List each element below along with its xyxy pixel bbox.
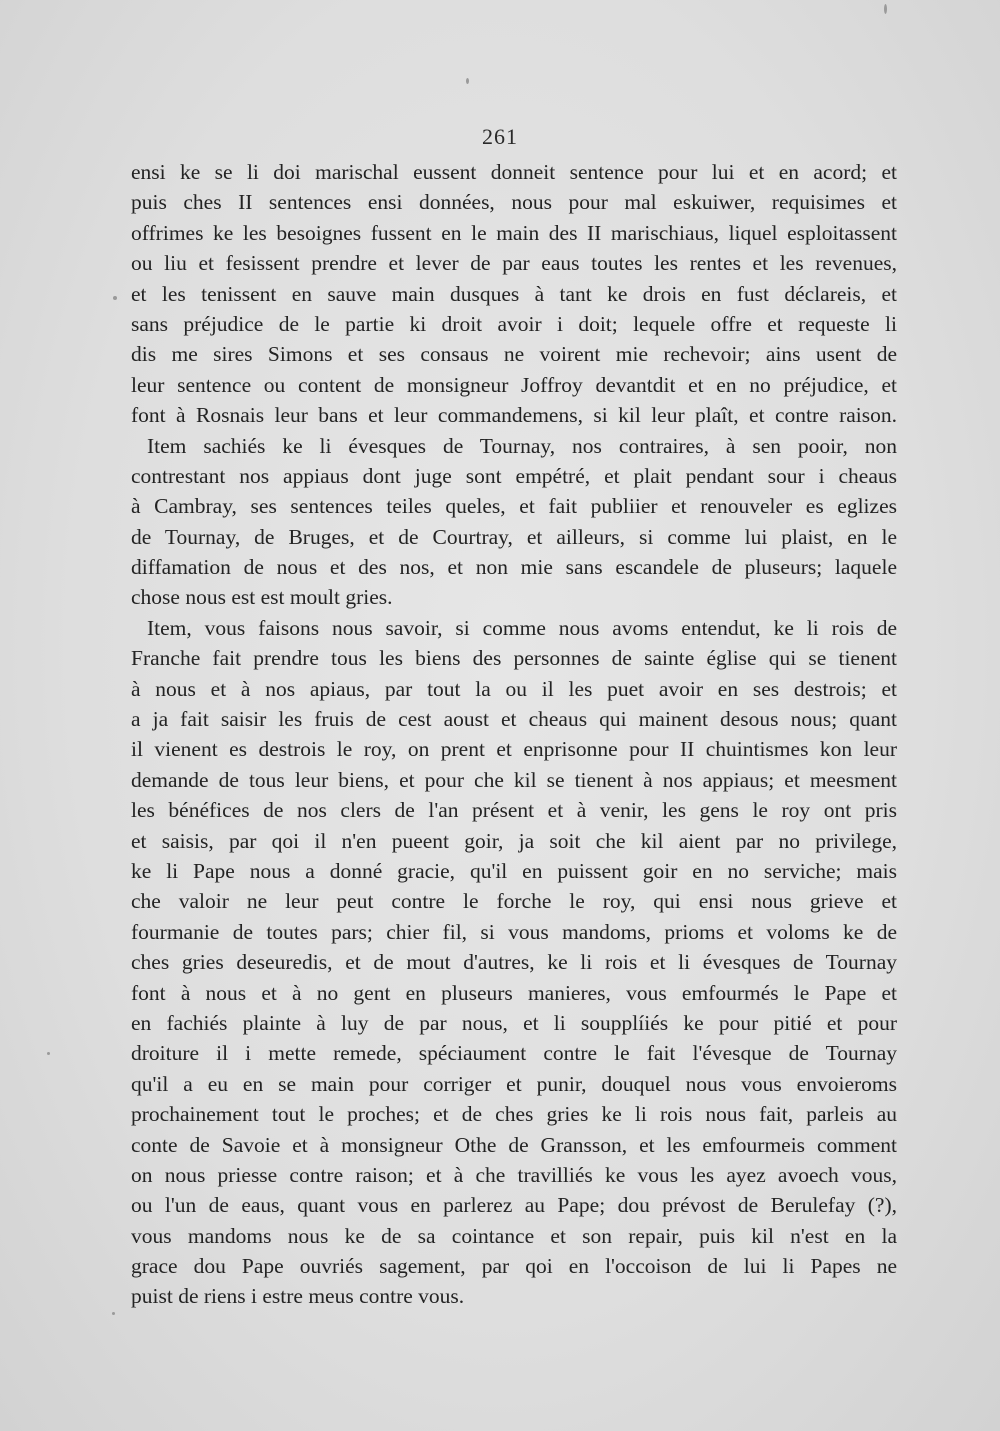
paper-speck — [884, 4, 887, 14]
text-line: de Tournay, de Bruges, et de Courtray, et ailleurs, si comme lui plaist, en le — [131, 524, 897, 549]
text-line: Item sachiés ke li évesques de Tournay, nos contraires, à sen pooir, non — [147, 433, 897, 458]
text-line: grace dou Pape ouvriés sagement, par qoi en l'occoison de lui li Papes ne — [131, 1254, 897, 1279]
text-line: offrimes ke les besoignes fussent en le main des II marischiaus, liquel esploitassent — [131, 220, 897, 245]
paper-speck — [112, 1312, 115, 1315]
text-line: les bénéfices de nos clers de l'an présent et à venir, les gens le roy ont pris — [131, 798, 897, 823]
text-line: et les tenissent en sauve main dusques à tant ke drois en fust déclareis, et — [131, 281, 897, 306]
text-line: conte de Savoie et à monsigneur Othe de Gransson, et les emfourmeis comment — [131, 1132, 897, 1157]
text-line: en fachiés plainte à luy de par nous, et li soupplíiés ke pour pitié et pour — [131, 1010, 897, 1035]
text-line: à Cambray, ses sentences teiles queles, et fait publiier et renouveler es eglizes — [131, 494, 897, 519]
text-line: droiture il i mette remede, spéciaument contre le fait l'évesque de Tournay — [131, 1041, 897, 1066]
text-line: qu'il a eu en se main pour corriger et punir, douquel nous vous envoieroms — [131, 1071, 897, 1096]
body-text — [131, 157, 897, 1312]
text-line: diffamation de nous et des nos, et non mie sans escandele de pluseurs; laquele — [131, 555, 897, 580]
text-line: prochainement tout le proches; et de ches gries ke li rois nous fait, parleis au — [131, 1102, 897, 1127]
page-number: 261 — [482, 124, 518, 149]
text-line: sans préjudice de le partie ki droit avoir i doit; lequele offre et requeste li — [131, 311, 897, 336]
text-line: ensi ke se li doi marischal eussent donneit sentence pour lui et en acord; et — [131, 160, 897, 184]
text-line: ches gries deseuredis, et de mout d'autres, ke li rois et li évesques de Tournay — [131, 950, 897, 975]
text-line: fourmanie de toutes pars; chier fil, si vous mandoms, prioms et voloms ke de — [131, 919, 897, 944]
text-line: il vienent es destrois le roy, on prent et enprisonne pour II chuintismes kon leur — [131, 737, 897, 762]
text-line: font à Rosnais leur bans et leur commandemens, si kil leur plaît, et contre raison. — [131, 403, 897, 428]
text-line: ou liu et fesissent prendre et lever de par eaus toutes les rentes et les revenues, — [131, 251, 897, 276]
text-line: vous mandoms nous ke de sa cointance et son repair, puis kil n'est en la — [131, 1223, 897, 1248]
paper-speck — [466, 78, 469, 84]
text-line: che valoir ne leur peut contre le forche le roy, qui ensi nous grieve et — [131, 889, 897, 914]
text-line: a ja fait saisir les fruis de cest aoust et cheaus qui mainent desous nous; quant — [131, 707, 897, 732]
text-line: on nous priesse contre raison; et à che travilliés ke vous les ayez avoech vous, — [131, 1162, 897, 1187]
text-line: ou l'un de eaus, quant vous en parlerez au Pape; dou prévost de Berulefay (?), — [131, 1193, 897, 1218]
text-line: dis me sires Simons et ses consaus ne voirent mie rechevoir; ains usent de — [131, 342, 897, 367]
text-line: font à nous et à no gent en pluseurs manieres, vous emfourmés le Pape et — [131, 980, 897, 1005]
text-line: puist de riens i estre meus contre vous. — [131, 1284, 465, 1309]
text-line: demande de tous leur biens, et pour che kil se tienent à nos appiaus; et meesment — [131, 767, 897, 792]
text-line: ke li Pape nous a donné gracie, qu'il en puissent goir en no serviche; mais — [131, 858, 897, 883]
text-line: chose nous est est moult gries. — [131, 585, 393, 610]
paper-speck — [113, 296, 117, 300]
text-line: puis ches II sentences ensi données, nous pour mal eskuiwer, requisimes et — [131, 190, 897, 215]
paper-speck — [47, 1052, 50, 1055]
text-line: et saisis, par qoi il n'en pueent goir, ja soit che kil aient par no privilege, — [131, 828, 897, 853]
text-line: contrestant nos appiaus dont juge sont empétré, et plait pendant sour i cheaus — [131, 463, 897, 488]
text-line: leur sentence ou content de monsigneur Joffroy devantdit et en no préjudice, et — [131, 372, 897, 397]
text-line: Item, vous faisons nous savoir, si comme nous avoms entendut, ke li rois de — [147, 615, 897, 640]
text-line: à nous et à nos apiaus, par tout la ou il les puet avoir en ses destrois; et — [131, 676, 897, 701]
text-line: Franche fait prendre tous les biens des personnes de sainte église qui se tienent — [131, 646, 897, 671]
